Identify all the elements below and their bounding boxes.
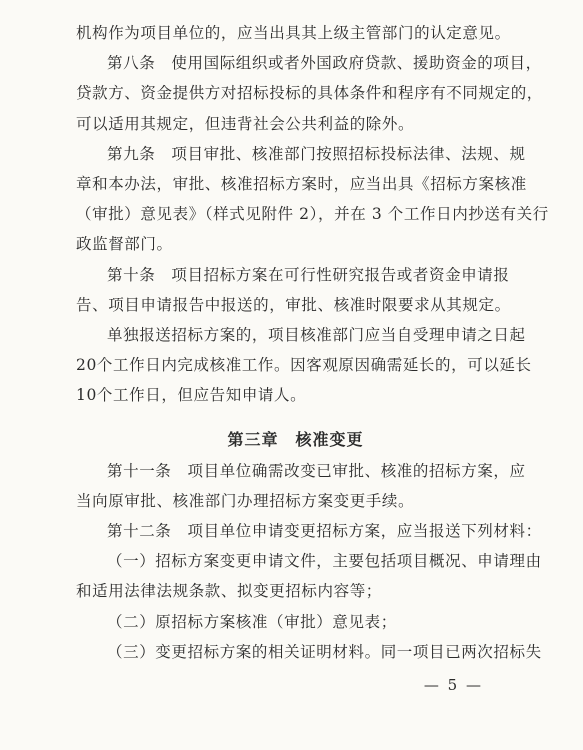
text-line: 第十条 项目招标方案在可行性研究报告或者资金申请报 (107, 265, 510, 284)
body-text-top (76, 18, 549, 411)
text-line: 单独报送招标方案的，项目核准部门应当自受理申请之日起 (107, 326, 526, 345)
text-line: 政监督部门。 (76, 235, 173, 254)
section-gap (76, 411, 515, 423)
text-line: 告、项目申请报告中报送的，审批、核准时限要求从其规定。 (76, 295, 511, 314)
body-text-bottom (76, 456, 542, 667)
text-line: 第十一条 项目单位确需改变已审批、核准的招标方案，应 (107, 461, 526, 480)
text-line: 机构作为项目单位的，应当出具其上级主管部门的认定意见。 (76, 24, 511, 42)
page-number: — 5 — (423, 676, 483, 694)
text-line: 20个工作日内完成核准工作。因客观原因确需延长的，可以延长 (76, 356, 532, 375)
text-line: （二）原招标方案核准（审批）意见表； (107, 612, 397, 631)
chapter-heading: 第三章 核准变更 (227, 429, 364, 449)
text-line: 10个工作日，但应告知申请人。 (76, 386, 307, 405)
text-line: 第九条 项目审批、核准部门按照招标投标法律、法规、规 (107, 144, 526, 163)
text-line: 第十二条 项目单位申请变更招标方案，应当报送下列材料： (107, 522, 542, 541)
text-line: 贷款方、资金提供方对招标投标的具体条件和程序有不同规定的， (76, 84, 543, 103)
text-line: 和适用法律法规条款、拟变更招标内容等； (76, 582, 382, 601)
text-line: （三）变更招标方案的相关证明材料。同一项目已两次招标失 (107, 642, 542, 661)
text-line: 章和本办法，审批、核准招标方案时，应当出具《招标方案核准 (76, 175, 527, 194)
text-line: （审批）意见表》（样式见附件 2），并在 3 个工作日内抄送有关行 (76, 205, 549, 224)
text-line: 可以适用其规定，但违背社会公共利益的除外。 (76, 114, 415, 133)
text-line: （一）招标方案变更申请文件，主要包括项目概况、申请理由 (107, 552, 542, 571)
text-line: 第八条 使用国际组织或者外国政府贷款、援助资金的项目， (107, 54, 542, 73)
text-line: 当向原审批、核准部门办理招标方案变更手续。 (76, 491, 415, 510)
